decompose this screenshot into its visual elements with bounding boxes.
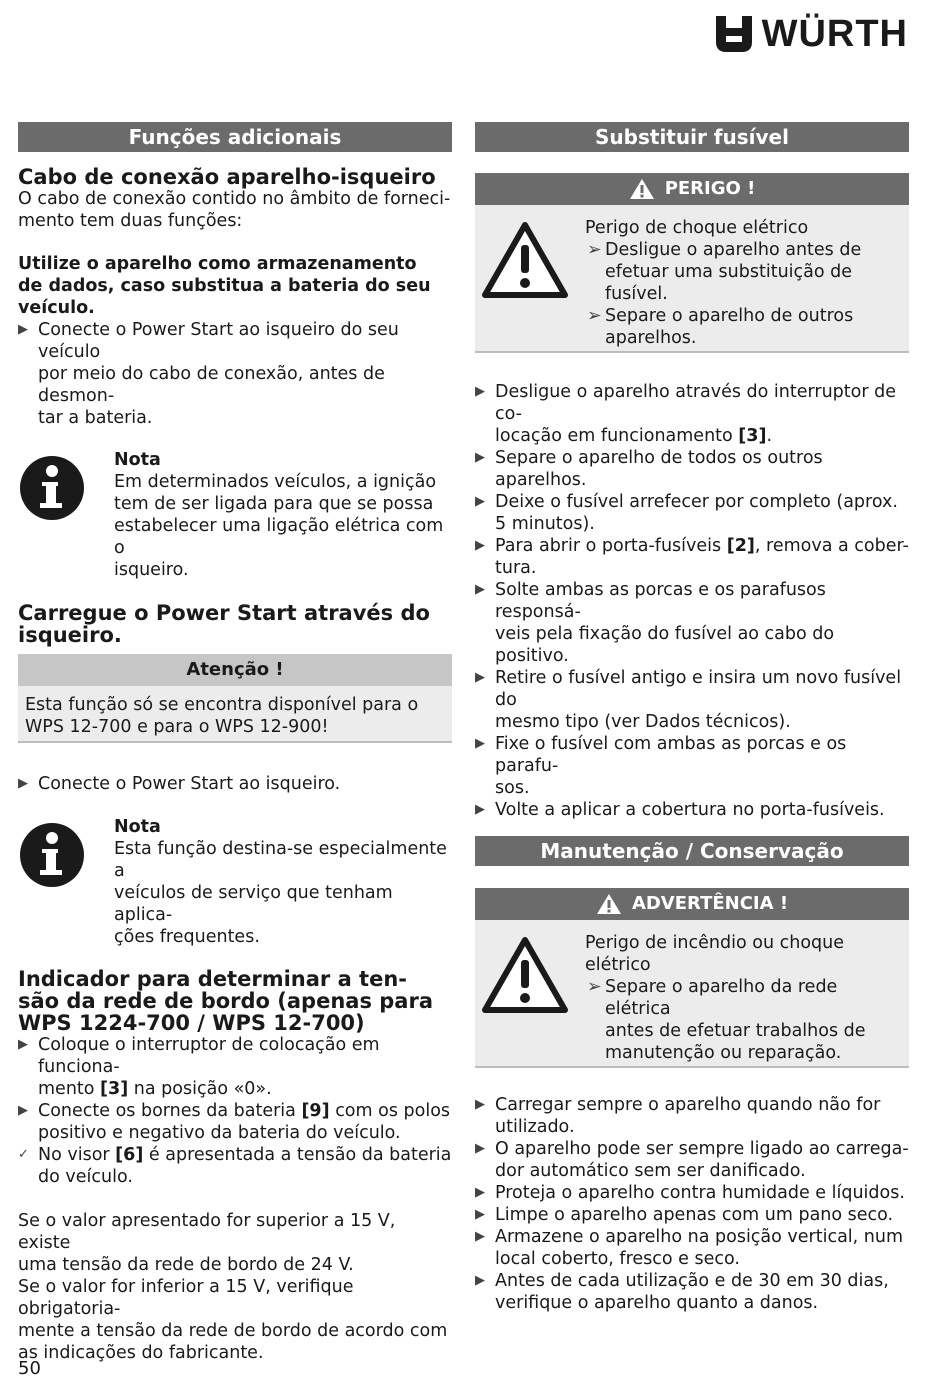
section-bar-fusivel: Substituir fusível: [475, 122, 909, 152]
list-item-line: por meio do cabo de conexão, antes de desmon-: [38, 364, 385, 406]
reference-number: [3]: [738, 426, 767, 446]
list-item-line: Armazene o aparelho na posição vertical, num: [495, 1227, 904, 1247]
heading-carregue: Carregue o Power Start através do: [18, 601, 430, 625]
list-item: [475, 1182, 909, 1204]
fuse-steps: [475, 381, 909, 821]
triangle-bullet-icon: ▶: [475, 582, 485, 597]
heading-cabo: Cabo de conexão aparelho-isqueiro: [18, 165, 436, 189]
triangle-bullet-icon: ▶: [475, 494, 485, 509]
heading-indicador: são da rede de bordo (apenas para: [18, 989, 433, 1013]
list-item-line: manutenção ou reparação.: [605, 1043, 842, 1063]
list-item: [475, 667, 909, 733]
list-item-line: mesmo tipo (ver Dados técnicos).: [495, 712, 791, 732]
list-item-line: Carregar sempre o aparelho quando não for: [495, 1095, 881, 1115]
wurth-emblem-icon: [714, 14, 754, 54]
triangle-bullet-icon: ▶: [475, 1229, 485, 1244]
paragraph-line: as indicações do fabricante.: [18, 1343, 264, 1363]
list-item-line: Desligue o aparelho antes de: [605, 240, 862, 260]
list-item-line: Conecte o Power Start ao isqueiro do seu veículo: [38, 320, 399, 362]
triangle-bullet-icon: ▶: [475, 450, 485, 465]
attention-line: WPS 12-700 e para o WPS 12-900!: [25, 717, 329, 737]
list-item: [475, 491, 909, 535]
list-item: [475, 1094, 909, 1138]
list-item: [18, 773, 452, 795]
heading-indicador: WPS 1224-700 / WPS 12-700): [18, 1011, 365, 1035]
note-title: Nota: [114, 450, 161, 470]
chevron-bullet-icon: ➢: [587, 240, 602, 260]
note-line: estabelecer uma ligação elétrica com o: [114, 516, 444, 558]
list-item-line: do veículo.: [38, 1167, 133, 1187]
reference-number: [9]: [301, 1101, 330, 1121]
list-item: [475, 579, 909, 667]
section-bar-manutencao: Manutenção / Conservação: [475, 836, 909, 866]
danger-heading: PERIGO !: [664, 178, 756, 199]
triangle-bullet-icon: ▶: [475, 538, 485, 553]
note-line: veículos de serviço que tenham aplica-: [114, 883, 393, 925]
heading-indicador: Indicador para determinar a ten-: [18, 967, 407, 991]
list-item-line: veis pela fixação do fusível ao cabo do positivo.: [495, 624, 835, 666]
list-item-line: Separe o aparelho da rede elétrica: [605, 977, 838, 1019]
list-item: [18, 1100, 452, 1144]
paragraph-line: uma tensão da rede de bordo de 24 V.: [18, 1255, 354, 1275]
paragraph-line: Se o valor apresentado for superior a 15 V, existe: [18, 1211, 396, 1253]
list-item: [475, 535, 909, 579]
list-item: [475, 1270, 909, 1314]
triangle-bullet-icon: ▶: [475, 670, 485, 685]
section-bar-funcoes: Funções adicionais: [18, 122, 452, 152]
reference-number: [3]: [100, 1079, 129, 1099]
list-item-line: Limpe o aparelho apenas com um pano seco.: [495, 1205, 894, 1225]
chevron-bullet-icon: ➢: [587, 977, 602, 997]
list-item: [475, 381, 909, 447]
triangle-bullet-icon: ▶: [475, 1185, 485, 1200]
chevron-bullet-icon: ➢: [587, 306, 602, 326]
list-item-line: tura.: [495, 558, 537, 578]
list-item-line: positivo e negativo da bateria do veículo.: [38, 1123, 401, 1143]
page-number: 50: [18, 1358, 41, 1379]
attention-line: Esta função só se encontra disponível para o: [25, 695, 419, 715]
section-carregue: [18, 602, 452, 948]
list-item: [585, 305, 903, 349]
note-line: tem de ser ligada para que se possa: [114, 494, 434, 514]
triangle-bullet-icon: ▶: [475, 1097, 485, 1112]
list-item: [475, 799, 909, 821]
list-item-line: antes de efetuar trabalhos de: [605, 1021, 866, 1041]
triangle-bullet-icon: ▶: [475, 802, 485, 817]
list-item-line: Coloque o interruptor de colocação em funciona-: [38, 1035, 380, 1077]
triangle-bullet-icon: ▶: [475, 736, 485, 751]
list-item: [475, 1204, 909, 1226]
note-box: [18, 449, 452, 581]
paragraph-line: mente a tensão da rede de bordo de acordo com: [18, 1321, 448, 1341]
danger-box: [475, 173, 909, 353]
list-item-line: Separe o aparelho de outros: [605, 306, 854, 326]
list-item-line: utilizado.: [495, 1117, 575, 1137]
caution-warning-icon: [481, 936, 569, 1014]
list-item-line: local coberto, fresco e seco.: [495, 1249, 740, 1269]
list-item-line: Retire o fusível antigo e insira um novo fusível do: [495, 668, 902, 710]
info-icon: [18, 454, 86, 522]
attention-heading: Atenção !: [18, 654, 452, 686]
list-item: [585, 976, 903, 1064]
note-line: Esta função destina-se especialmente a: [114, 839, 447, 881]
list-item-line: dor automático sem ser danificado.: [495, 1161, 806, 1181]
list-item-line: Proteja o aparelho contra humidade e líquidos.: [495, 1183, 905, 1203]
list-item-line: O aparelho pode ser sempre ligado ao carrega-: [495, 1139, 909, 1159]
list-item-line: verifique o aparelho quanto a danos.: [495, 1293, 819, 1313]
section-cabo-conexao: [18, 166, 452, 581]
warning-triangle-icon: [629, 178, 655, 200]
list-item-line: Desligue o aparelho através do interruptor de co-: [495, 382, 896, 424]
note-line: ções frequentes.: [114, 927, 260, 947]
list-item-line: Conecte os bornes da bateria [9] com os polos: [38, 1101, 451, 1121]
heading-carregue: isqueiro.: [18, 623, 122, 647]
list-item-line: 5 minutos).: [495, 514, 595, 534]
list-item: [475, 1226, 909, 1270]
check-icon: ✓: [18, 1147, 29, 1162]
list-item: [18, 1144, 452, 1188]
list-item-line: sos.: [495, 778, 530, 798]
reference-number: [2]: [726, 536, 755, 556]
list-item-line: Volte a aplicar a cobertura no porta-fusíveis.: [495, 800, 885, 820]
right-column: [475, 122, 909, 1314]
warning-heading: ADVERTÊNCIA !: [631, 893, 789, 914]
warning-lead: Perigo de incêndio ou choque elétrico: [585, 933, 844, 975]
list-item: [18, 1034, 452, 1100]
triangle-bullet-icon: ▶: [475, 384, 485, 399]
warning-triangle-icon: [596, 893, 622, 915]
subheading-line: Utilize o aparelho como armazenamento: [18, 254, 417, 274]
triangle-bullet-icon: ▶: [18, 1103, 28, 1118]
triangle-bullet-icon: ▶: [475, 1273, 485, 1288]
list-item-line: Solte ambas as porcas e os parafusos responsá-: [495, 580, 826, 622]
list-item-line: aparelhos.: [605, 328, 697, 348]
section-indicador: [18, 968, 452, 1364]
paragraph-line: Se o valor for inferior a 15 V, verifique obrigatoria-: [18, 1277, 354, 1319]
reference-number: [6]: [115, 1145, 144, 1165]
list-item: [475, 1138, 909, 1182]
warning-box: [475, 888, 909, 1068]
info-icon: [18, 821, 86, 889]
triangle-bullet-icon: ▶: [475, 1141, 485, 1156]
triangle-bullet-icon: ▶: [475, 1207, 485, 1222]
list-item: [18, 319, 452, 429]
note-line: Em determinados veículos, a ignição: [114, 472, 437, 492]
subheading-line: veículo.: [18, 298, 95, 318]
list-item-line: No visor [6] é apresentada a tensão da bateria: [38, 1145, 452, 1165]
paragraph-line: O cabo de conexão contido no âmbito de forneci-: [18, 189, 451, 209]
list-item-line: Deixe o fusível arrefecer por completo (aprox.: [495, 492, 898, 512]
danger-warning-icon: [481, 221, 569, 299]
list-item-line: Para abrir o porta-fusíveis [2], remova a cober-: [495, 536, 909, 556]
list-item: [585, 239, 903, 305]
brand-name: WÜRTH: [761, 13, 908, 55]
list-item-line: Fixe o fusível com ambas as porcas e os parafu-: [495, 734, 847, 776]
maintenance-steps: [475, 1094, 909, 1314]
wurth-logo: [714, 14, 908, 54]
note-title: Nota: [114, 817, 161, 837]
subheading-line: de dados, caso substitua a bateria do seu: [18, 276, 431, 296]
triangle-bullet-icon: ▶: [18, 322, 28, 337]
note-line: isqueiro.: [114, 560, 189, 580]
list-item-line: Separe o aparelho de todos os outros aparelhos.: [495, 448, 823, 490]
list-item-line: Conecte o Power Start ao isqueiro.: [38, 774, 341, 794]
note-box: [18, 816, 452, 948]
triangle-bullet-icon: ▶: [18, 1037, 28, 1052]
list-item-line: mento [3] na posição «0».: [38, 1079, 272, 1099]
list-item-line: locação em funcionamento [3].: [495, 426, 773, 446]
list-item-line: Antes de cada utilização e de 30 em 30 dias,: [495, 1271, 889, 1291]
left-column: [18, 122, 452, 1364]
attention-box: [18, 654, 452, 743]
list-item-line: tar a bateria.: [38, 408, 153, 428]
triangle-bullet-icon: ▶: [18, 776, 28, 791]
paragraph-line: mento tem duas funções:: [18, 211, 243, 231]
list-item: [475, 733, 909, 799]
list-item-line: efetuar uma substituição de fusível.: [605, 262, 853, 304]
list-item: [475, 447, 909, 491]
danger-lead: Perigo de choque elétrico: [585, 218, 809, 238]
